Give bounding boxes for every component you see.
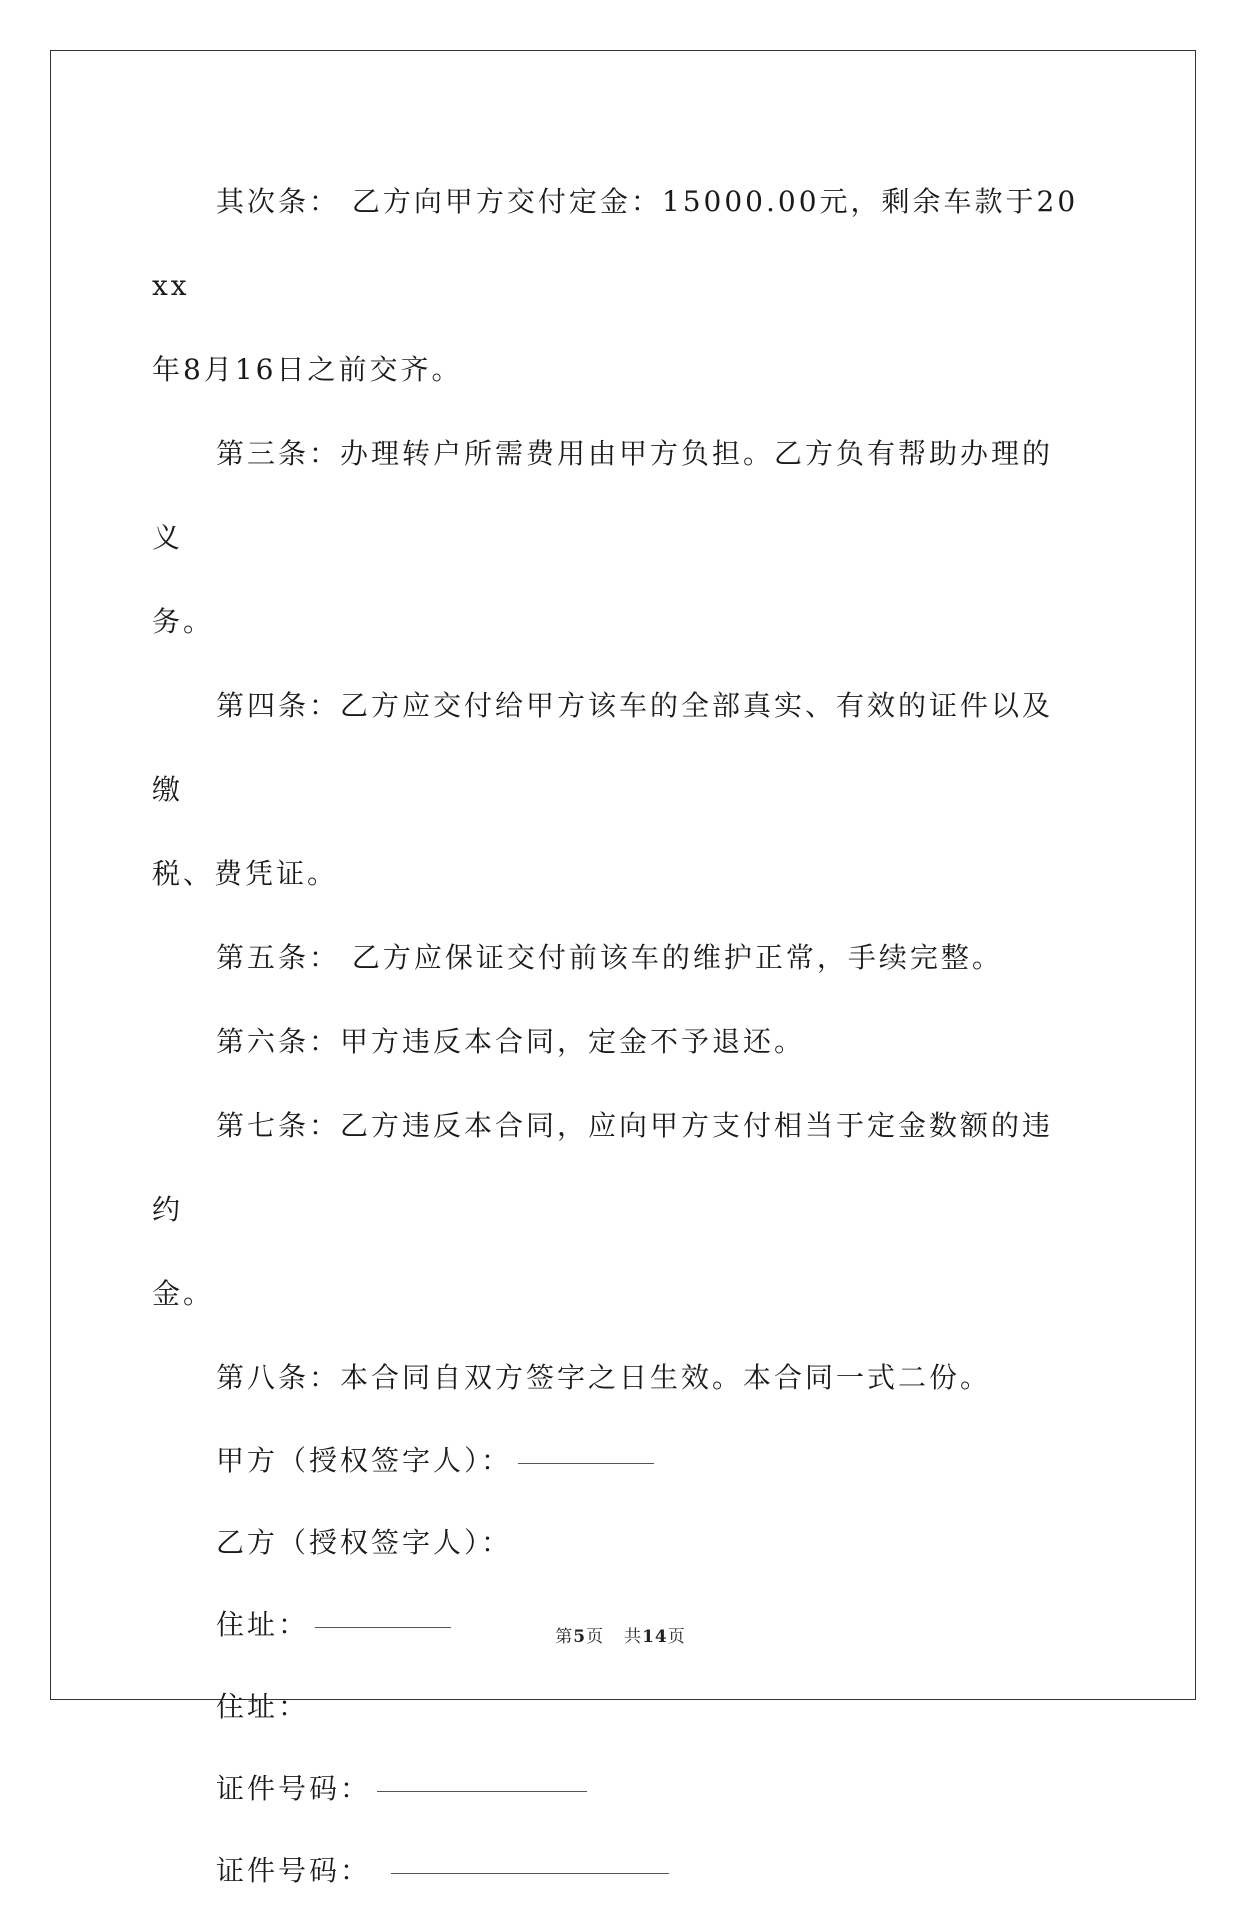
address-b-field (152, 1666, 1082, 1748)
party-b-signer-label: 乙方（授权签字人）： (216, 1526, 513, 1559)
party-a-signer-field (152, 1420, 1082, 1502)
page-footer (0, 1622, 1241, 1647)
clause-second (152, 160, 1082, 412)
current-page-number: 5 (573, 1627, 587, 1647)
party-b-signer-field (152, 1502, 1082, 1584)
clause-text-continued: 金。 (152, 1277, 215, 1310)
address-b-label: 住址： (216, 1690, 310, 1723)
document-body (152, 160, 1082, 1912)
clause-text: 第七条：乙方违反本合同，应向甲方支付相当于定金数额的违约 (152, 1109, 1054, 1226)
id-number-a-blank[interactable] (377, 1773, 587, 1792)
id-number-a-label: 证件号码： (216, 1772, 372, 1805)
clause-text: 其次条： 乙方向甲方交付定金：15000.00元，剩余车款于20xx (152, 185, 1079, 302)
clause-text-continued: 年8月16日之前交齐。 (152, 353, 463, 386)
clause-text: 第六条：甲方违反本合同，定金不予退还。 (216, 1025, 806, 1058)
clause-text: 第八条：本合同自双方签字之日生效。本合同一式二份。 (216, 1361, 992, 1394)
footer-page-unit: 页 (586, 1627, 605, 1647)
id-number-b-field (152, 1830, 1082, 1912)
clause-text: 第三条：办理转户所需费用由甲方负担。乙方负有帮助办理的义 (152, 437, 1054, 554)
id-number-a-field (152, 1748, 1082, 1830)
id-number-b-label: 证件号码： (216, 1854, 372, 1887)
footer-total-prefix: 共 (624, 1627, 643, 1647)
address-a-label: 住址： (216, 1608, 310, 1641)
clause-fifth (152, 916, 1082, 1000)
clause-third (152, 412, 1082, 664)
clause-sixth (152, 1000, 1082, 1084)
total-pages-number: 14 (642, 1627, 668, 1647)
clause-text: 第五条： 乙方应保证交付前该车的维护正常，手续完整。 (216, 941, 1003, 974)
clause-eighth (152, 1336, 1082, 1420)
clause-fourth (152, 664, 1082, 916)
clause-text: 第四条：乙方应交付给甲方该车的全部真实、有效的证件以及缴 (152, 689, 1054, 806)
party-a-signer-blank[interactable] (518, 1445, 654, 1464)
clause-text-continued: 务。 (152, 605, 215, 638)
clause-seventh (152, 1084, 1082, 1336)
party-a-signer-label: 甲方（授权签字人）： (216, 1444, 513, 1477)
clause-text-continued: 税、费凭证。 (152, 857, 339, 890)
footer-prefix: 第 (555, 1627, 574, 1647)
id-number-b-blank[interactable] (391, 1855, 669, 1874)
footer-total-unit: 页 (667, 1627, 686, 1647)
